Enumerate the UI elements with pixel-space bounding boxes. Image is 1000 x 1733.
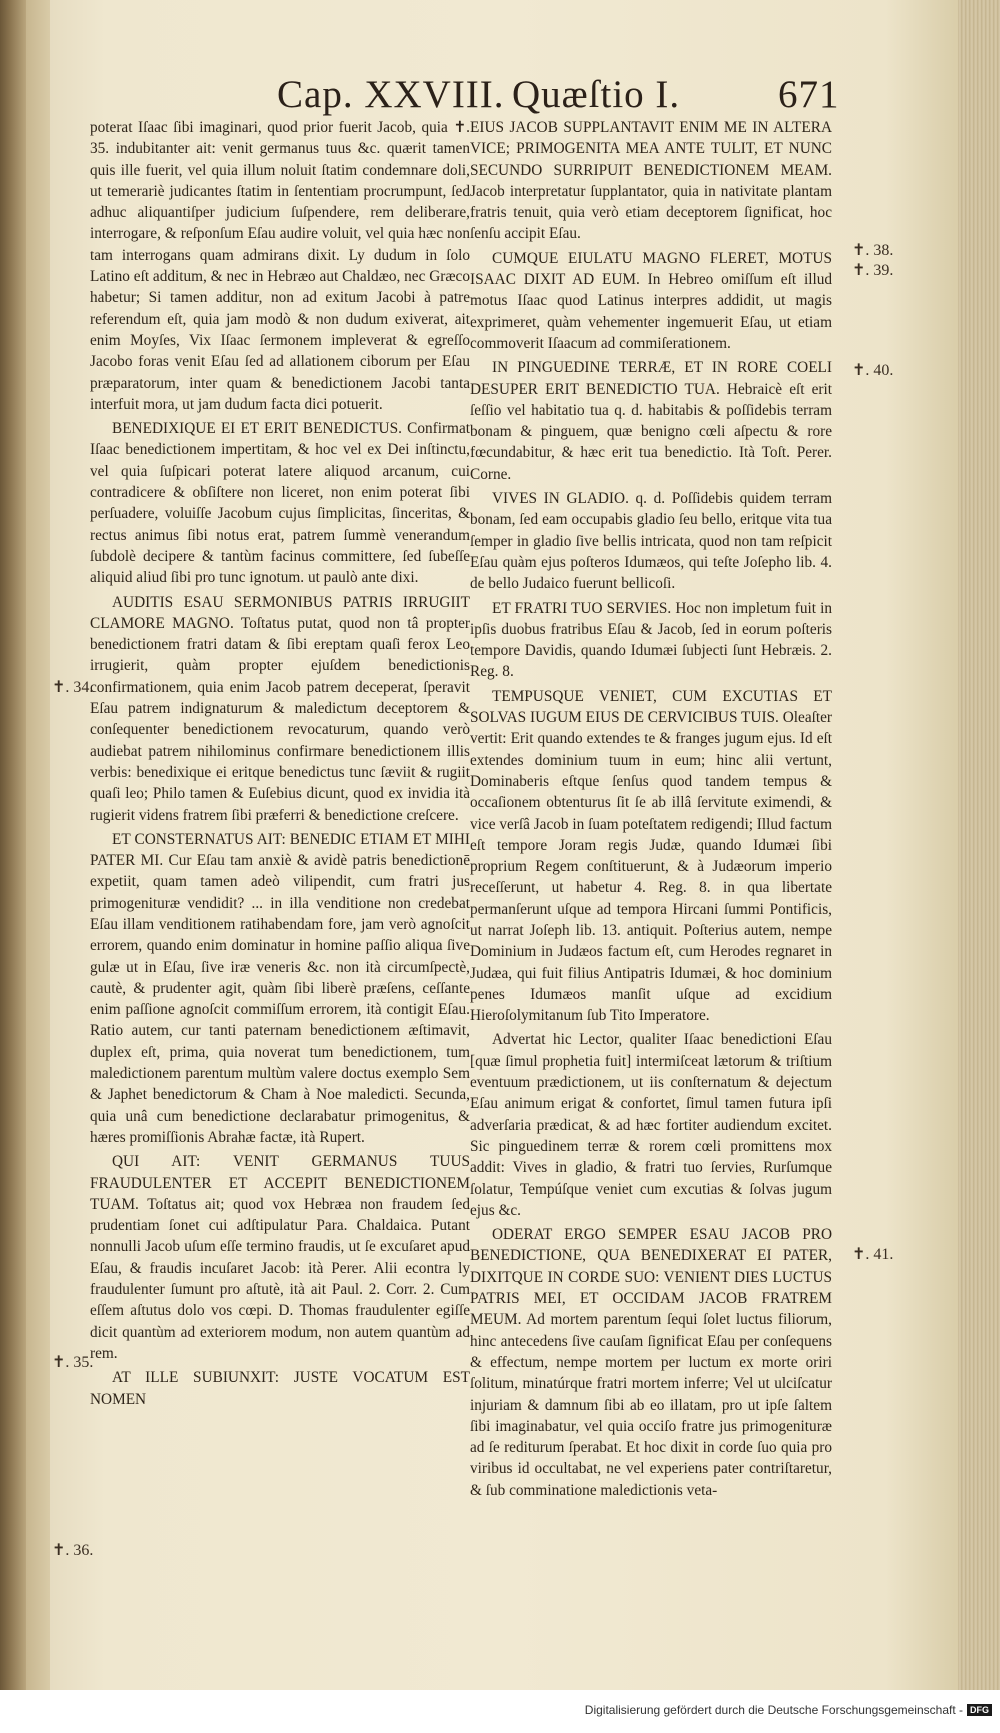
running-head-question: Quæſtio I.	[512, 73, 681, 116]
margin-verse-note: ✝. 34.	[52, 679, 94, 696]
paragraph: ODERAT ERGO SEMPER ESAU JACOB PRO BENEDICTIONE, QUA BENEDIXERAT EI PATER, DIXITQUE IN CORDE SUO: VENIENT DIES LUCTUS PATRIS MEI, ET OCCIDAM JACOB FRATREM MEUM. Ad mortem parentum ſequi ſolet luctus filiorum, hinc antecedens ſive cauſam ſignificat Eſau per conſequens & effectum, nempe mortem per luctum ex morte oriri ſolitum, minatúrque fratri mortem inferre; Vel ut ulciſcatur injuriam & damnum ſibi ab eo illatam, pro ut ipſe ſaltem ſibi imaginabatur, vel quia occiſo fratre jus primogenituræ ad ſe rediturum ſperabat. Et hoc dixit in corde ſuo quia pro viribus id occultabat, ne vel experiens pater contriſtaretur, & ſub comminatione maledictionis veta-	[470, 1226, 832, 1499]
margin-verse-note: ✝. 36.	[52, 1542, 94, 1559]
margin-verse-note: ✝. 38.	[852, 242, 894, 259]
running-head	[250, 72, 910, 122]
book-binding-edge	[0, 0, 26, 1690]
digitization-credit-text: Digitalisierung gefördert durch die Deutsche Forschungsgemeinschaft -	[584, 1703, 963, 1717]
paragraph: poterat Iſaac ſibi imaginari, quod prior fuerit Jacob, quia ✝. 35. indubitanter ait: venit germanus tuus &c. quærit tamen quis ille fuerit, vel quia illum noluit ſtatim condemnare doli, ut temerariè judicantes ſtatim in ſententiam procrumpunt, ſed adhuc aliquantiſper judicium ſuſpendere, rem deliberare, interrogare, & reſponſum Eſau audire voluit, vel quia hæc non tam interrogans quam admirans dixit. Ly dudum in ſolo Latino eſt additum, & nec in Hebræo aut Chaldæo, nec Græco habetur; Si tamen additur, non ad exitum Jacobi à patre referendum eſt, quia jam modò & non dudum exiverat, ait enim Moyſes, Vix Iſaac ſermonem impleverat & egreſſo Jacobo foras venit Eſau ſed ad allationem ciborum per Eſau præparatorum, inter quam & benedictionem Jacobi tanta interfuit mora, ut jam dudum facta dici potuerit.	[90, 119, 470, 413]
running-head-chapter: Cap. XXVIII.	[277, 73, 505, 116]
digitization-credit	[585, 1703, 992, 1717]
page-fore-edge	[958, 0, 1000, 1690]
margin-verse-note: ✝. 40.	[852, 362, 894, 379]
paragraph: QUI AIT: VENIT GERMANUS TUUS FRAUDULENTER ET ACCEPIT BENEDICTIONEM TUAM. Toſtatus ait; quod vox Hebræa non fraudem ſed prudentiam ſonet cui adſtipulatur Para. Chaldaica. Putant nonnulli Jacob uſum eſſe termino fraudis, ut ſe excuſaret apud Eſau, & fraudis incuſaret Jacob: ità Perer. Alii econtra ly fraudulenter ſumunt pro aſtutè, ità ait Paul. 2. Corr. 2. Cum eſſem aſtutus dolo vos cœpi. D. Thomas fraudulenter egiſſe dicit quantùm ad exteriorem modum, non autem quantùm ad rem.	[90, 1153, 470, 1362]
margin-verse-note: ✝. 35.	[52, 1354, 94, 1371]
paragraph: TEMPUSQUE VENIET, CUM EXCUTIAS ET SOLVAS IUGUM EIUS DE CERVICIBUS TUIS. Oleaſter vertit: Erit quando extendes te & franges jugum ejus. Id eſt extendes dominium tuum in eum; hinc alii vertunt, Dominaberis eſtque ſenſus quod tandem tempus & occaſionem obtenturus ſit ſe ab illâ ſervitute eximendi, & vice verſâ Jacob in ſuam poteſtatem redigendi; Illud factum eſt tempore Joram regis Judæ, quando Idumæi ſibi proprium Regem conſtituerunt, & à Judæorum imperio receſſerunt, ut habetur 4. Reg. 8. in qua libertate permanſerunt uſque ad tempora Hircani ſummi Pontificis, ut narrat Joſeph lib. 13. antiquit. Poſterius autem, nempe Dominium in Judæos factum eſt, cum Herodes regnaret in Judæa, qui fuit filius Antipatris Idumæi, & hoc dominium penes Idumæos manſit uſque ad excidium Hieroſolymitanum ſub Tito Imperatore.	[470, 687, 832, 1025]
dfg-logo: DFG	[967, 1704, 992, 1716]
paragraph: CUMQUE EIULATU MAGNO FLERET, MOTUS ISAAC DIXIT AD EUM. In Hebreo omiſſum eſt illud motus Iſaac quod Latinus interpres addidit, ut magis exprimeret, quàm vehementer ingemuerit Eſau, ut etiam commoverit Iſaacum ad commiſerationem.	[470, 249, 832, 352]
paragraph: EIUS JACOB SUPPLANTAVIT ENIM ME IN ALTERA VICE; PRIMOGENITA MEA ANTE TULIT, ET NUNC SECUNDO SURRIPUIT BENEDICTIONEM MEAM. Jacob interpretatur ſupplantator, quia in nativitate plantam fratris tenuit, quia verò etiam deceptorem ſignificat, hoc ſenſu accipit Eſau.	[470, 119, 832, 243]
left-text-column	[90, 117, 470, 1413]
paragraph: BENEDIXIQUE EI ET ERIT BENEDICTUS. Confirmat Iſaac benedictionem impertitam, & hoc vel ex Dei inſtinctu, vel quia ſuſpicari poterat latere aliquod arcanum, cui contradicere & obſiſtere non liceret, non enim poterat ſibi perſuadere, voluiſſe Jacobum cujus ſimplicitas, ſinceritas, & rectus animus ſibi notus erat, patrem ſummè venerandum ſubdolè decipere & tantùm facinus committere, ſed ſubeſſe aliquid aliud ſibi pro tunc ignotum. ut paulò ante dixi.	[90, 420, 470, 587]
paragraph: AT ILLE SUBIUNXIT: JUSTE VOCATUM EST NOMEN	[90, 1369, 470, 1408]
paragraph: Advertat hic Lector, qualiter Iſaac benedictioni Eſau [quæ ſimul prophetia fuit] intermiſceat lætorum & triſtium eventuum prædictionem, ut iis conſternatum & dejectum Eſau animum erigat & confortet, ſimul tamen futura ipſi adverſaria prædicat, & ad hæc fortiter audiendum excitet. Sic pinguedinem terræ & rorem cœli promittens mox addit: Vives in gladio, & fratri tuo ſervies, Rurſumque ſolatur, Tempúſque veniet cum excutias & ſolvas jugum ejus &c.	[470, 1031, 832, 1219]
paragraph: VIVES IN GLADIO. q. d. Poſſidebis quidem terram bonam, ſed eam occupabis gladio ſeu bello, eritque vita tua ſemper in gladio ſive bellis intricata, quod non tam reſpicit Eſau quàm ejus poſteros Idumæos, qui teſte Joſepho lib. 4. de bello Judaico fuerunt bellicoſi.	[470, 490, 832, 593]
page-number: 671	[778, 73, 840, 116]
paragraph: ET FRATRI TUO SERVIES. Hoc non impletum fuit in ipſis duobus fratribus Eſau & Jacob, ſed in eorum poſteris tempore Davidis, quando Idumæi ſubjecti ſunt Hebræis. 2. Reg. 8.	[470, 599, 832, 681]
paragraph: ET CONSTERNATUS AIT: BENEDIC ETIAM ET MIHI PATER MI. Cur Eſau tam anxiè & avidè patris benedictionē expetiit, quam tamen adeò vilipendit, cum fratri jus primogenituræ vendidit? ... in illa venditione non credebat Eſau illam venditionem ratihabendam fore, jam verò agnoſcit errorem, quando enim dominatur in homine paſſio aliqua ſive gulæ ut in Eſau, ſive iræ veneris &c. non ità circumſpectè, cautè, & prudenter agit, quàm ſibi liberè præſens, ceſſante enim paſſione agnoſcit commiſſum errorem, ità contigit Eſau. Ratio autem, cur tanti paternam benedictionem æſtimavit, duplex eſt, prima, quia noverat tum benedictionem, tum maledictionem parentum multùm valere doctus exemplo Sem & Japhet benedictorum & Cham à Noe maledicti. Secunda, quia unâ cum benedictione declarabatur primogenitus, & hæres promiſſionis Abrahæ factæ, ità Rupert.	[90, 830, 470, 1146]
margin-verse-note: ✝. 41.	[852, 1246, 894, 1263]
paragraph: IN PINGUEDINE TERRÆ, ET IN RORE COELI DESUPER ERIT BENEDICTIO TUA. Hebraicè eſt erit ſeſſio vel habitatio tua q. d. habitabis & poſſidebis terram bonam & pinguem, quæ benigno cœli aſpectu & rore fœcundabitur, & hæc erit tua benedictio. Ità Toſt. Perer. Corne.	[470, 359, 832, 483]
paragraph: AUDITIS ESAU SERMONIBUS PATRIS IRRUGIIT CLAMORE MAGNO. Toſtatus putat, quod non tâ propter benedictionem fratri datam & ſibi ereptam quaſi ferox Leo irrugierit, quàm propter ejuſdem benedictionis confirmationem, quia enim Jacob patrem deceperat, ſperavit Eſau patrem indignaturum & maledictum deceptorem & conſequenter benedictionem revocaturum, quando verò audiebat patrem nihilominus confirmare benedictionem illis verbis: benedixique ei eritque benedictus tunc ſæviit & rugiit quaſi leo; Philo tamen & Euſebius dicunt, quod ex invidia ità rugierit videns fratrem ſibi præferri & benedictione creſcere.	[90, 593, 470, 824]
margin-verse-note: ✝. 39.	[852, 262, 894, 279]
right-text-column	[470, 117, 832, 1504]
